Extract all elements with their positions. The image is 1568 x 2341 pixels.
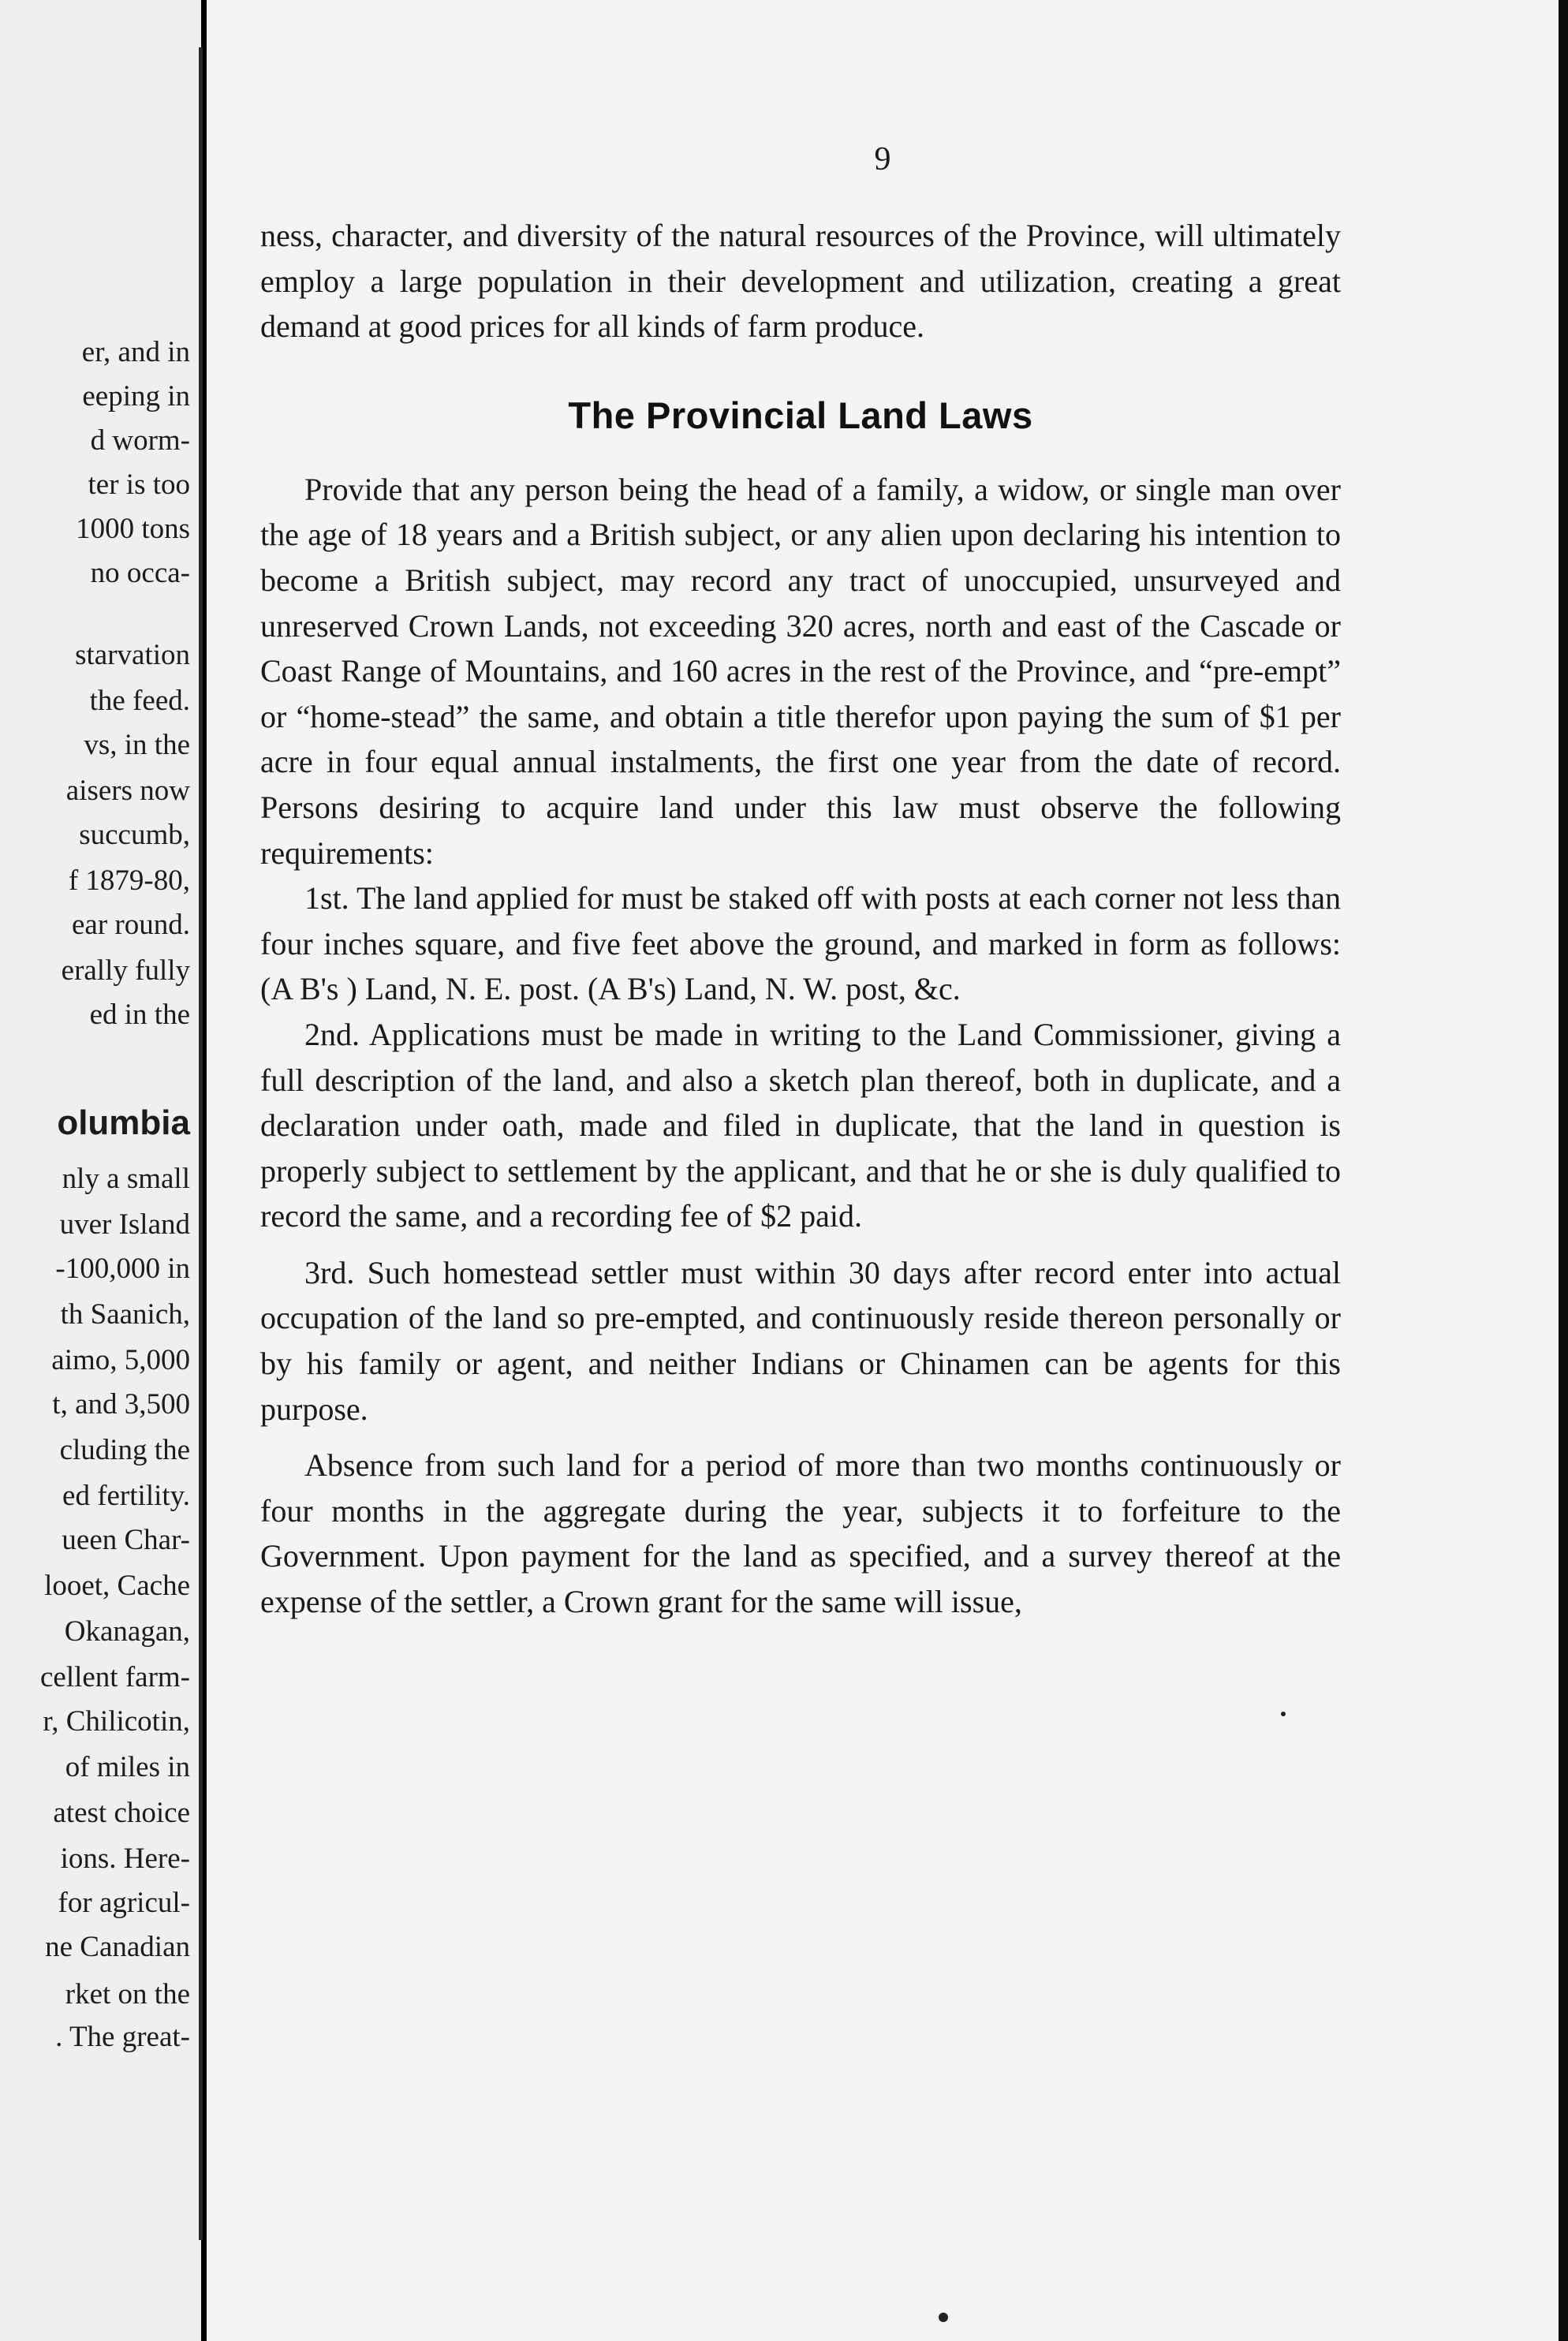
facing-page-line: ear round. (72, 909, 190, 941)
absence-paragraph: Absence from such land for a period of more than two months continuously or four months in the aggregate during the year, subjects it to forfeiture to the Government. Upon payment for the land as specified, and a survey thereof at the expense of the settler, a Crown grant for the same will issue, (260, 1447, 1341, 1620)
facing-page-line: ueen Char- (62, 1524, 190, 1556)
facing-page-line: d worm- (90, 424, 190, 457)
facing-page-line: vs, in the (84, 729, 190, 761)
facing-page-line: ter is too (88, 469, 190, 501)
facing-page-fragment (0, 0, 201, 2341)
facing-page-line: . The great- (55, 2021, 190, 2053)
facing-page-line: the feed. (89, 685, 190, 717)
facing-page-line: eeping in (82, 380, 190, 413)
facing-page-line: ed fertility. (62, 1480, 190, 1512)
facing-page-line: th Saanich, (60, 1298, 190, 1331)
intro-paragraph: ness, character, and diversity of the natural resources of the Province, will ultimately employ a large population in their development and utilization, creating a great demand at good prices for all kinds of farm produce. (260, 218, 1341, 345)
facing-page-line: for agricul- (58, 1887, 190, 1919)
facing-page-heading: olumbia (57, 1103, 190, 1142)
facing-page-line: aisers now (65, 775, 190, 807)
facing-page-line: -100,000 in (55, 1253, 190, 1285)
facing-page-line: t, and 3,500 (52, 1388, 190, 1421)
facing-page-line: Okanagan, (64, 1615, 190, 1648)
section-heading: The Provincial Land Laws (568, 394, 1033, 436)
facing-page-line: of miles in (65, 1751, 190, 1783)
print-speck (939, 2313, 948, 2322)
facing-page-line: f 1879-80, (68, 864, 190, 897)
page-number: 9 (874, 141, 891, 177)
facing-page-line: atest choice (53, 1797, 190, 1829)
facing-page-line: ne Canadian (45, 1931, 190, 1963)
facing-page-line: starvation (75, 639, 190, 671)
requirement-1: 1st. The land applied for must be staked off with posts at each corner not less than four inches square, and five feet above the ground, and marked in form as follows: (A B's ) Land, N. E. post. (A B's) Land, N. W. post, &c. (260, 880, 1341, 1007)
page (207, 0, 1559, 2341)
facing-page-line: er, and in (81, 336, 190, 368)
facing-page-line: nly a small (62, 1163, 190, 1195)
page-edge (1559, 0, 1568, 2341)
facing-page-line: erally fully (61, 954, 190, 987)
requirement-2: 2nd. Applications must be made in writing to the Land Commissioner, giving a full description of the land, and also a sketch plan thereof, both in duplicate, and a declaration under oath, made and filed in duplicate, that the land in question is properly subject to settlement by the applicant, and that he or she is duly qualified to record the same, and a recording fee of $2 paid. (260, 1016, 1341, 1234)
facing-page-line: cellent farm- (39, 1661, 190, 1693)
facing-page-line: looet, Cache (44, 1570, 190, 1602)
facing-page-line: ions. Here- (60, 1843, 190, 1875)
print-speck (1281, 1712, 1286, 1716)
facing-page-line: ed in the (89, 999, 190, 1031)
requirement-3: 3rd. Such homestead settler must within 30 days after record enter into actual occupation of the land so pre-empted, and continuously reside thereon personally or by his family or agent, and neither Indians or Chinamen can be agents for this purpose. (260, 1254, 1341, 1427)
facing-page-line: aimo, 5,000 (51, 1344, 190, 1376)
facing-page-line: 1000 tons (76, 513, 190, 545)
page-gutter (199, 47, 203, 2240)
land-laws-paragraph: Provide that any person being the head of a family, a widow, or single man over the age of 18 years and a British subject, or any alien upon declaring his intention to become a British subject, may record any tract of unoccupied, unsurveyed and unreserved Crown Lands, not exceeding 320 acres, north and east of the Cascade or Coast Range of Mountains, and 160 acres in the rest of the Province, and “pre-empt” or “home-stead” the same, and obtain a title therefor upon paying the sum of $1 per acre in four equal annual instalments, the first one year from the date of record. Persons desiring to acquire land under this law must observe the following requirements: (260, 471, 1341, 871)
facing-page-line: succumb, (79, 819, 190, 851)
facing-page-line: cluding the (59, 1434, 190, 1466)
page-body (260, 213, 1341, 1625)
facing-page-line: rket on the (65, 1978, 190, 2011)
facing-page-line: uver Island (59, 1208, 190, 1241)
facing-page-line: no occa- (90, 557, 190, 589)
facing-page-line: r, Chilicotin, (43, 1705, 190, 1738)
